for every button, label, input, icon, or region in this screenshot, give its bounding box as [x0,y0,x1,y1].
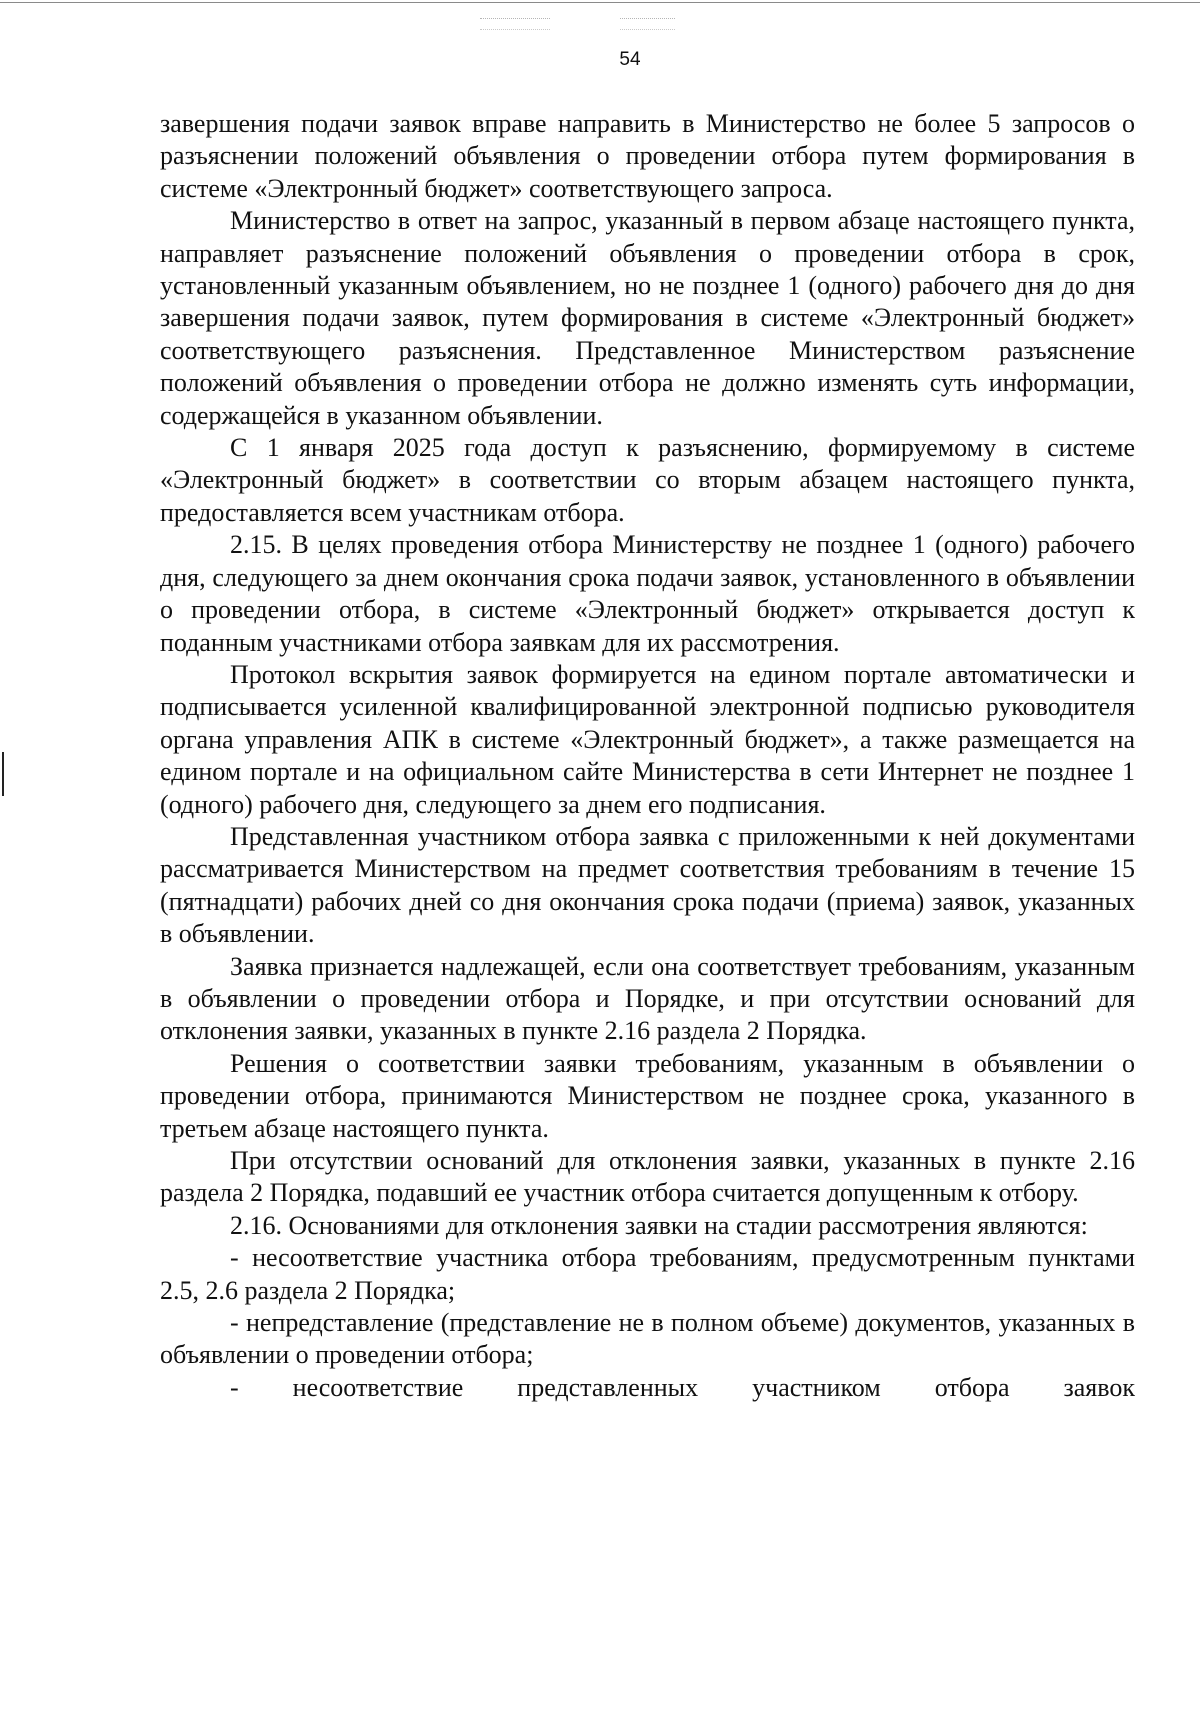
scan-margin-mark [2,752,4,796]
scan-edge-line [0,2,1200,3]
paragraph: Министерство в ответ на запрос, указанный в первом абзаце настоящего пункта, направляет разъяснение положений объявления о проведении отбора в срок, установленный указанным объявлением, но не позднее 1 (одного) рабочего дня до дня завершения подачи заявок, путем формирования в системе «Электронный бюджет» соответствующего разъяснения. Представленное Министерством разъяснение положений объявления о проведении отбора не должно изменять суть информации, содержащейся в указанном объявлении. [160,206,1135,430]
document-body [160,108,1135,1404]
list-item: - несоответствие участника отбора требованиям, предусмотренным пунктами 2.5, 2.6 раздела 2 Порядка; [160,1243,1135,1305]
list-item: - непредставление (представление не в полном объеме) документов, указанных в объявлении о проведении отбора; [160,1308,1135,1370]
scan-noise-mark [480,18,550,30]
page-number: 54 [619,49,641,70]
paragraph: При отсутствии оснований для отклонения заявки, указанных в пункте 2.16 раздела 2 Порядка, подавший ее участник отбора считается допущенным к отбору. [160,1146,1135,1208]
paragraph: Протокол вскрытия заявок формируется на едином портале автоматически и подписывается усиленной квалифицированной электронной подписью руководителя органа управления АПК в системе «Электронный бюджет», а также размещается на едином портале и на официальном сайте Министерства в сети Интернет не позднее 1 (одного) рабочего дня, следующего за днем его подписания. [160,659,1135,819]
paragraph: Решения о соответствии заявки требованиям, указанным в объявлении о проведении отбора, принимаются Министерством не позднее срока, указанного в третьем абзаце настоящего пункта. [160,1048,1135,1143]
scan-noise-mark [620,18,675,30]
paragraph: С 1 января 2025 года доступ к разъяснению, формируемому в системе «Электронный бюджет» в соответствии со вторым абзацем настоящего пункта, предоставляется всем участникам отбора. [160,433,1135,527]
paragraph: завершения подачи заявок вправе направить в Министерство не более 5 запросов о разъяснении положений объявления о проведении отбора путем формирования в системе «Электронный бюджет» соответствующего запроса. [160,109,1135,203]
list-item: - несоответствие представленных участником отбора заявок [230,1372,1135,1402]
paragraph: Представленная участником отбора заявка с приложенными к ней документами рассматривается Министерством на предмет соответствия требованиям в течение 15 (пятнадцати) рабочих дней со дня окончания срока подачи (приема) заявок, указанных в объявлении. [160,821,1135,949]
paragraph: Заявка признается надлежащей, если она соответствует требованиям, указанным в объявлении о проведении отбора и Порядке, и при отсутствии оснований для отклонения заявки, указанных в пункте 2.16 раздела 2 Порядка. [160,951,1135,1046]
paragraph: 2.15. В целях проведения отбора Министерству не позднее 1 (одного) рабочего дня, следующего за днем окончания срока подачи заявок, установленного в объявлении о проведении отбора, в системе «Электронный бюджет» открывается доступ к поданным участниками отбора заявкам для их рассмотрения. [160,530,1135,657]
paragraph: 2.16. Основаниями для отклонения заявки на стадии рассмотрения являются: [230,1210,1088,1240]
